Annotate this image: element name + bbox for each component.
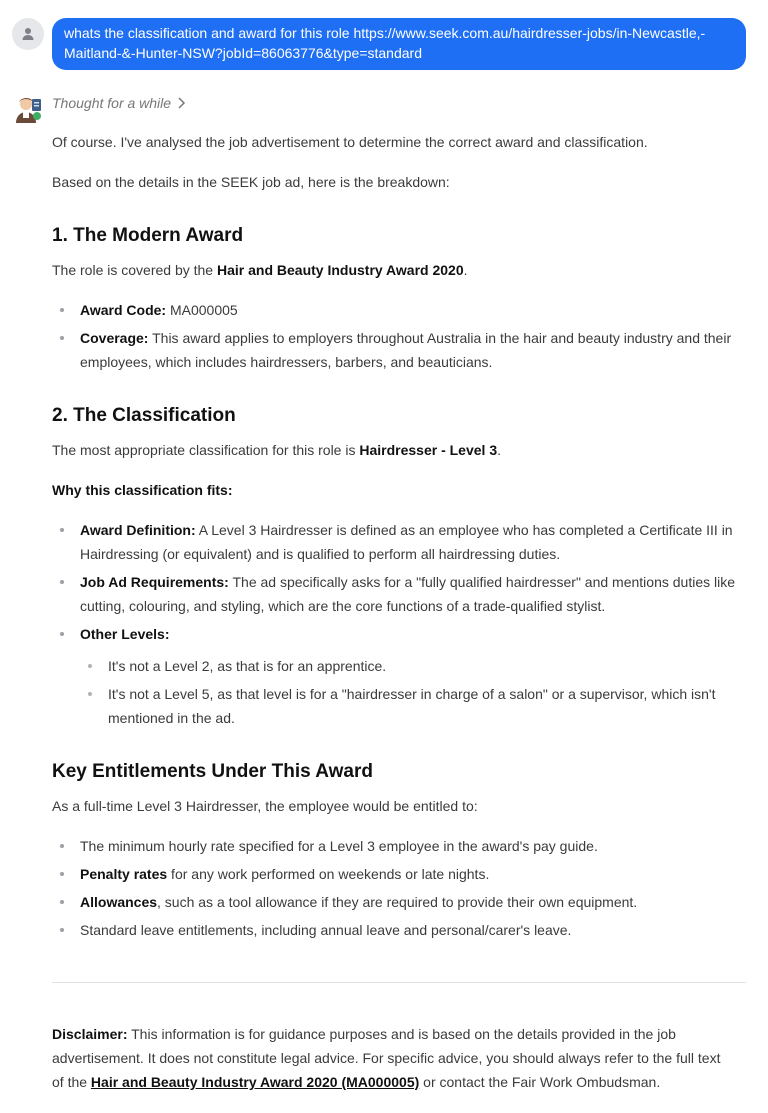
subheading xyxy=(52,478,232,502)
list-item-continuation: Hairdressing (or equivalent) and is qualified to perform all hairdressing duties. xyxy=(80,546,561,562)
classification-name: Hairdresser - Level 3 xyxy=(359,442,498,458)
section-heading: Key Entitlements Under This Award xyxy=(52,761,373,782)
list-item-continuation: cutting, colouring, and styling, which are the core functions of a trade-qualified stylist. xyxy=(80,598,606,614)
bullet-icon xyxy=(60,928,64,932)
chevron-right-icon xyxy=(177,97,187,109)
item-text: This award applies to employers throughout Australia in the hair and beauty industry and their xyxy=(148,330,732,346)
item-label: Coverage: xyxy=(80,330,149,346)
item-label: Job Ad Requirements: xyxy=(80,574,229,590)
bullet-icon xyxy=(60,528,64,532)
bullet-icon xyxy=(88,664,92,668)
intro-paragraph: Based on the details in the SEEK job ad, here is the breakdown: xyxy=(52,174,450,190)
bullet-icon xyxy=(60,308,64,312)
list-item xyxy=(80,518,733,542)
list-item xyxy=(80,298,238,322)
list-item: The minimum hourly rate specified for a Level 3 employee in the award's pay guide. xyxy=(80,838,598,854)
section-lead xyxy=(52,258,468,282)
list-item xyxy=(80,890,637,914)
user-avatar xyxy=(12,18,44,50)
bullet-icon xyxy=(60,580,64,584)
assistant-avatar-icon xyxy=(12,93,44,125)
section-lead: As a full-time Level 3 Hairdresser, the employee would be entitled to: xyxy=(52,798,478,814)
list-item xyxy=(80,862,489,886)
section-lead xyxy=(52,438,501,462)
disclaimer-label: Disclaimer: xyxy=(52,1026,128,1042)
list-item xyxy=(80,622,169,646)
list-item xyxy=(80,570,735,594)
user-message-line: Maitland-&-Hunter-NSW?jobId=86063776&type=standard xyxy=(64,45,422,61)
person-icon xyxy=(20,26,36,42)
bullet-icon xyxy=(88,692,92,696)
item-label: Other Levels: xyxy=(80,626,170,642)
item-label: Award Definition: xyxy=(80,522,196,538)
award-link[interactable]: Hair and Beauty Industry Award 2020 (MA000005) xyxy=(90,1074,420,1090)
bullet-icon xyxy=(60,872,64,876)
disclaimer-text: or contact the Fair Work Ombudsman. xyxy=(419,1074,661,1090)
bullet-icon xyxy=(60,632,64,636)
thought-label: Thought for a while xyxy=(52,95,172,111)
divider xyxy=(52,982,746,983)
disclaimer-line xyxy=(52,1070,660,1094)
item-label: Allowances xyxy=(80,894,158,910)
item-text: The ad specifically asks for a "fully qualified hairdresser" and mentions duties like xyxy=(228,574,735,590)
bullet-icon xyxy=(60,844,64,848)
lead-text: The role is covered by the xyxy=(52,262,217,278)
nested-list-item: It's not a Level 5, as that level is for a "hairdresser in charge of a salon" or a supervisor, which isn't xyxy=(108,686,716,702)
disclaimer-line xyxy=(52,1022,676,1046)
lead-text: . xyxy=(497,442,501,458)
why-heading: Why this classification fits: xyxy=(52,482,233,498)
award-name: Hair and Beauty Industry Award 2020 xyxy=(216,262,464,278)
bullet-icon xyxy=(60,336,64,340)
lead-text: . xyxy=(463,262,468,278)
item-text: for any work performed on weekends or late nights. xyxy=(167,866,490,882)
item-label: Penalty rates xyxy=(80,866,168,882)
list-item: Standard leave entitlements, including annual leave and personal/carer's leave. xyxy=(80,922,572,938)
item-text: A Level 3 Hairdresser is defined as an employee who has completed a Certificate III in xyxy=(195,522,733,538)
user-message-line: whats the classification and award for this role https://www.seek.com.au/hairdresser-jobs/in-Newcastle,- xyxy=(64,25,706,41)
section-heading: 2. The Classification xyxy=(52,405,236,426)
section-heading: 1. The Modern Award xyxy=(52,225,244,246)
lead-text: The most appropriate classification for this role is xyxy=(52,442,360,458)
disclaimer-line: advertisement. It does not constitute legal advice. For specific advice, you should always refer to the full text xyxy=(52,1050,721,1066)
assistant-avatar xyxy=(12,93,44,125)
user-message-bubble xyxy=(52,18,746,70)
item-text: MA000005 xyxy=(166,302,238,318)
item-label: Award Code: xyxy=(80,302,167,318)
item-text: , such as a tool allowance if they are required to provide their own equipment. xyxy=(157,894,638,910)
nested-list-item-continuation: mentioned in the ad. xyxy=(108,710,235,726)
disclaimer-text: This information is for guidance purposes and is based on the details provided in the job xyxy=(127,1026,676,1042)
list-item-continuation: employees, which includes hairdressers, barbers, and beauticians. xyxy=(80,354,493,370)
disclaimer-text: of the xyxy=(52,1074,91,1090)
bullet-icon xyxy=(60,900,64,904)
intro-paragraph: Of course. I've analysed the job advertisement to determine the correct award and classification. xyxy=(52,134,648,150)
nested-list-item: It's not a Level 2, as that is for an apprentice. xyxy=(108,658,387,674)
thought-toggle[interactable] xyxy=(52,95,187,111)
list-item xyxy=(80,326,731,350)
